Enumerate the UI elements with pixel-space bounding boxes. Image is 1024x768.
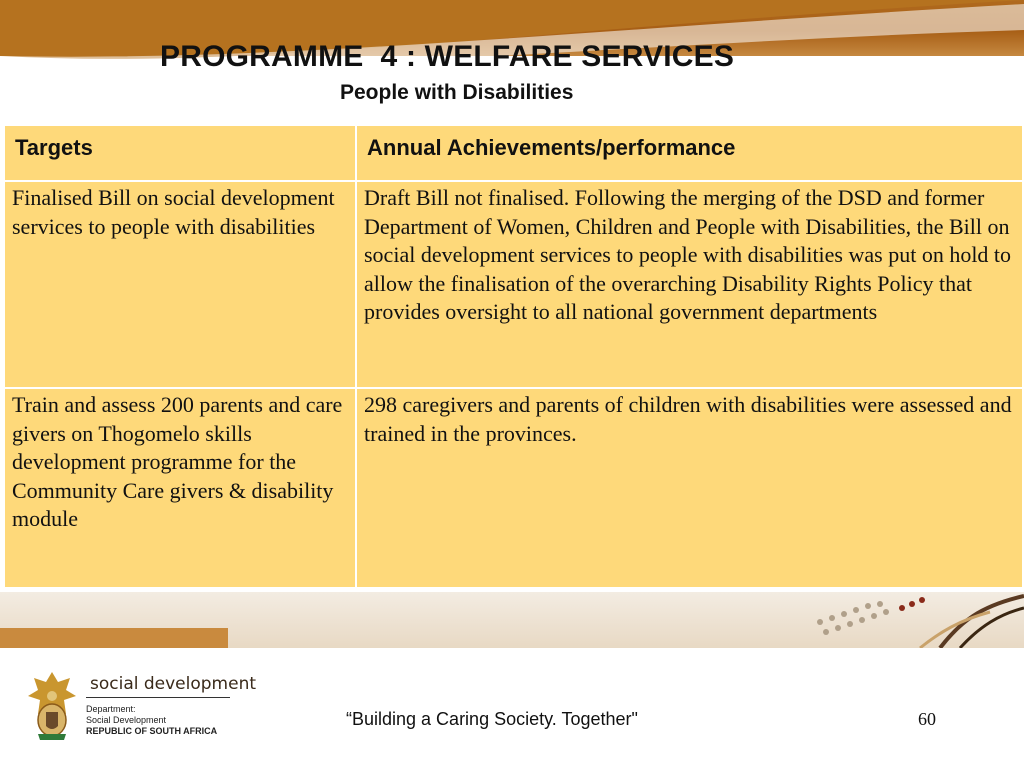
achievement-cell: 298 caregivers and parents of children with disabilities were assessed and trained in the provinces. [356,388,1023,588]
beadwork-decoration [640,592,1024,648]
table-header-row [4,125,1023,181]
department-label: Department: [86,704,136,714]
table-row [4,388,1023,588]
coat-of-arms-icon [24,668,80,744]
department-name: Social Development [86,715,167,725]
table-row [4,181,1023,388]
header-targets: Targets [4,125,356,181]
country-name: REPUBLIC OF SOUTH AFRICA [86,726,218,736]
page-number: 60 [918,709,936,729]
slide-title: PROGRAMME 4 : WELFARE SERVICES [160,40,735,73]
target-cell: Finalised Bill on social development services to people with disabilities [4,181,356,388]
target-cell: Train and assess 200 parents and care givers on Thogomelo skills development programme for the Community Care givers & disability module [4,388,356,588]
bottom-color-strip [0,628,228,648]
brand-divider [86,697,230,698]
achievement-cell: Draft Bill not finalised. Following the merging of the DSD and former Department of Women, Children and People with Disabilities, the Bill on social development services to people with disabilities was put on hold to allow the finalisation of the overarching Disability Rights Policy that provides oversight to all national government departments [356,181,1023,388]
targets-table [3,124,1024,589]
footer [0,648,1024,768]
brand-name: social development [90,674,257,694]
slogan: “Building a Caring Society. Together" [346,709,638,729]
header-achievements: Annual Achievements/performance [356,125,1023,181]
slide-subtitle: People with Disabilities [340,81,574,104]
